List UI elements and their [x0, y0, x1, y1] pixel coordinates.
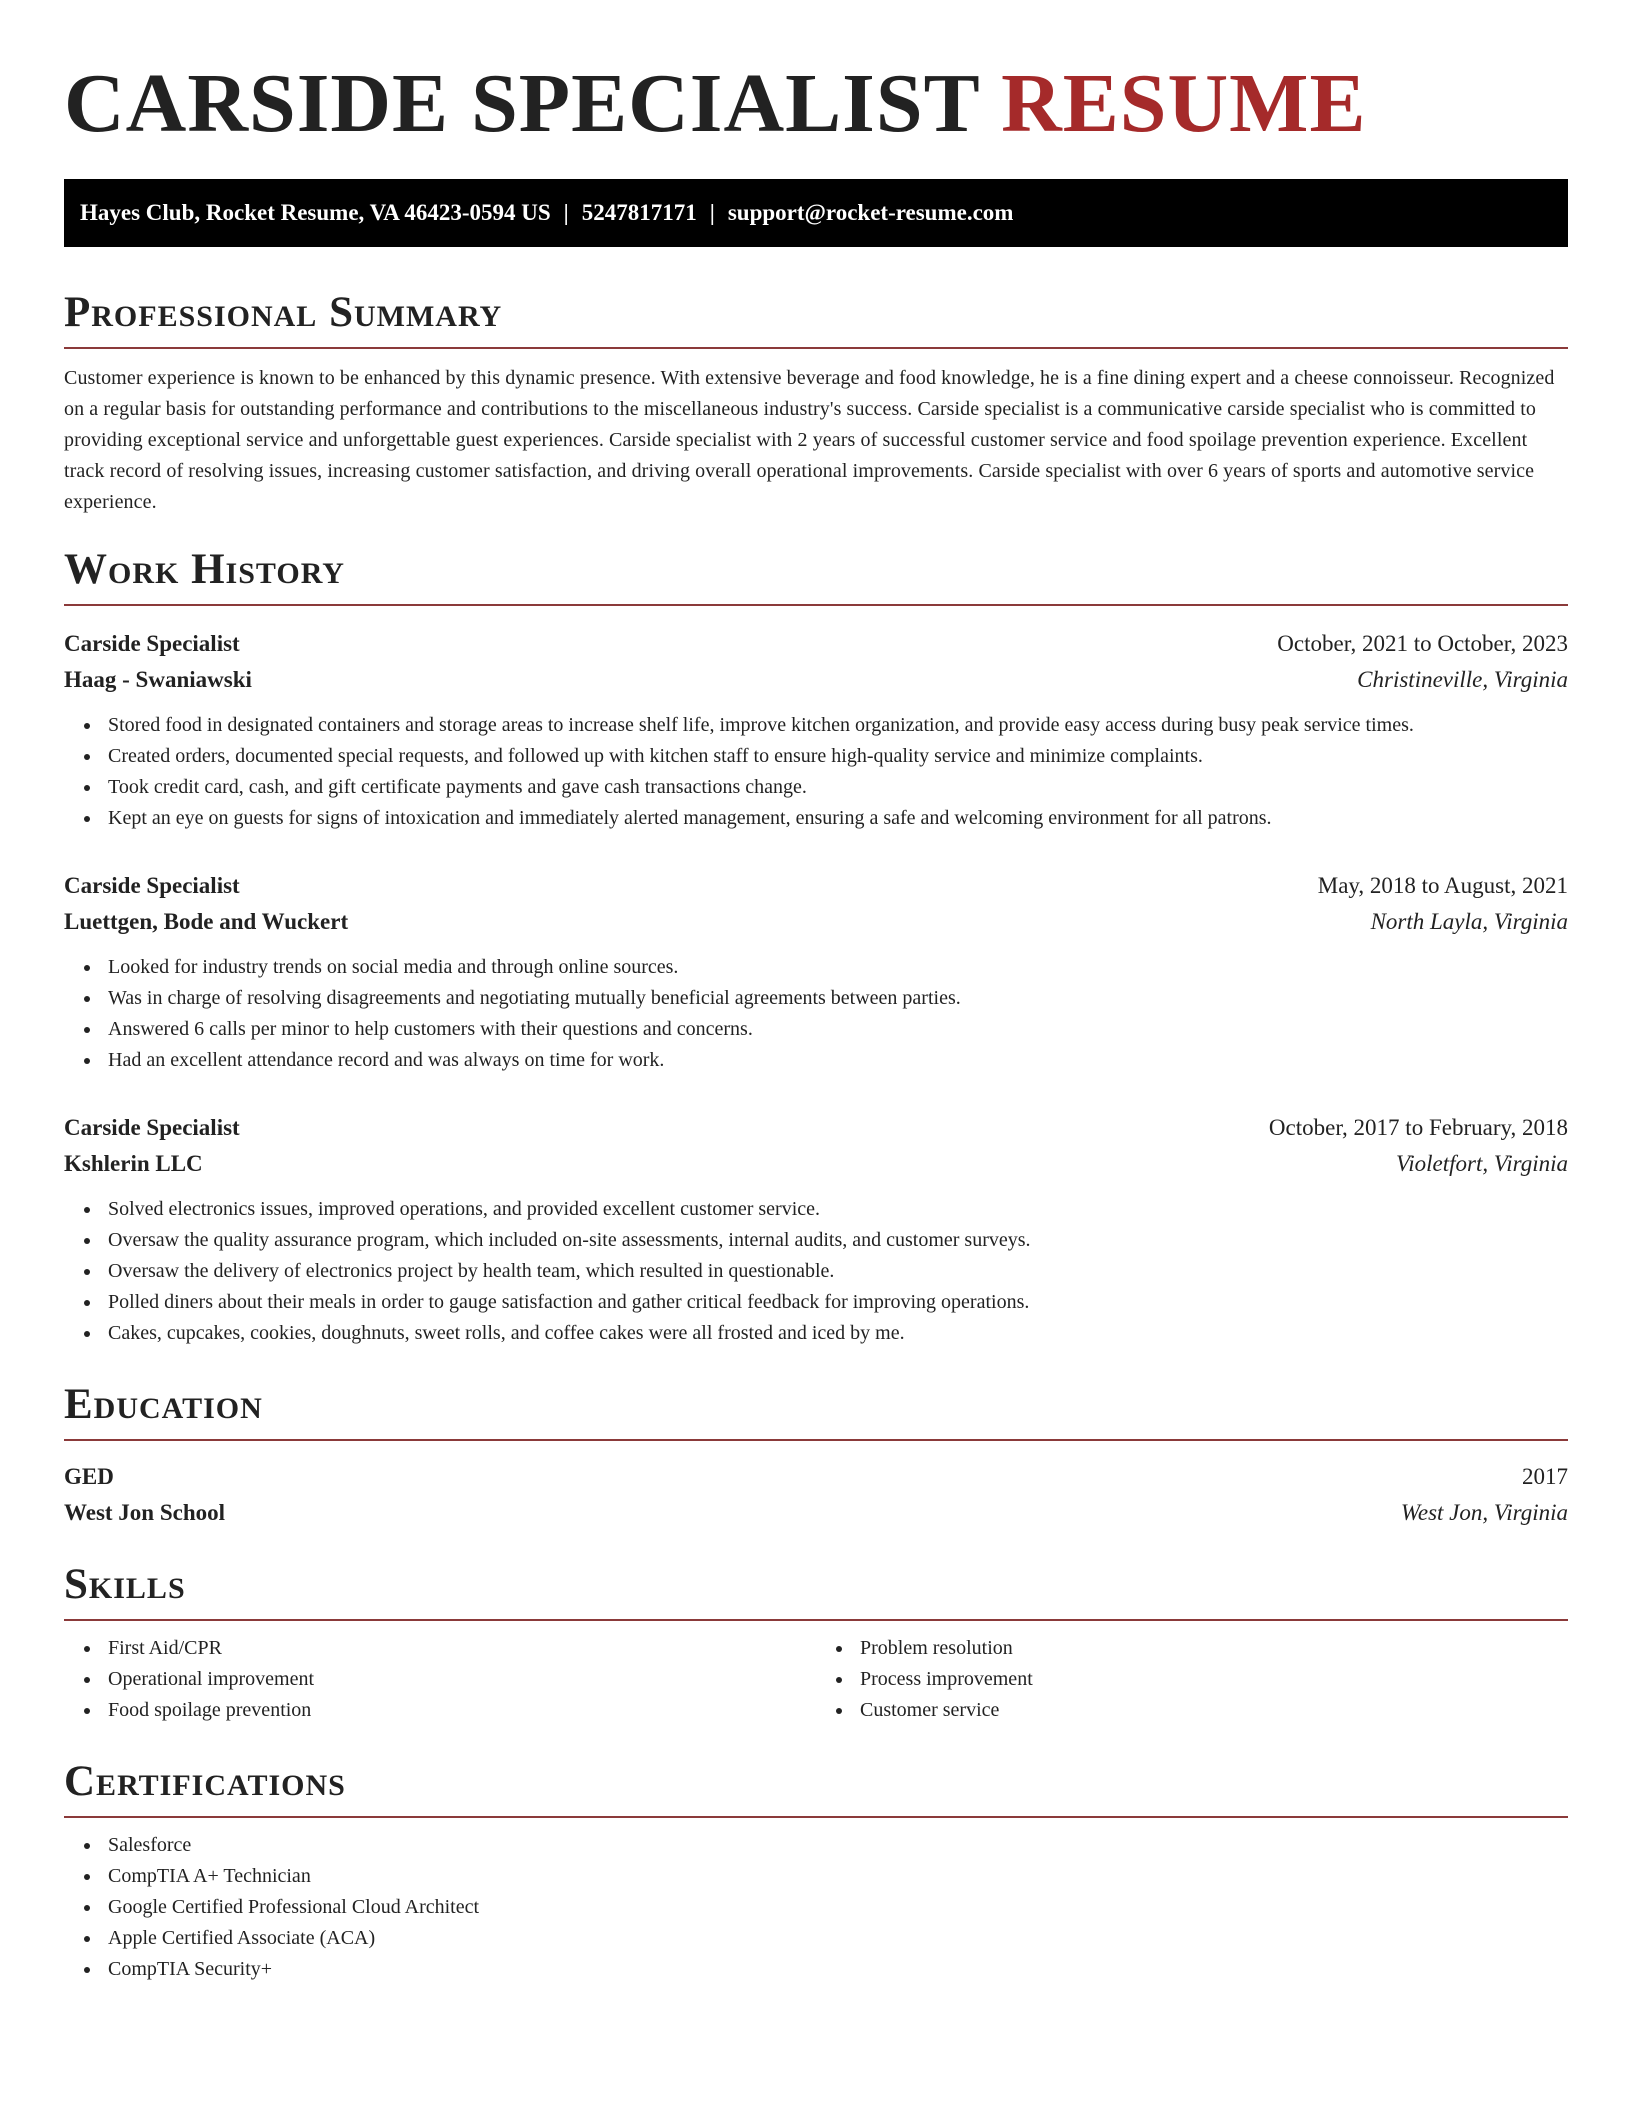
job-company: Kshlerin LLC	[64, 1151, 203, 1176]
education-heading: Education	[64, 1379, 1568, 1441]
job-title-row	[64, 1110, 1568, 1146]
list-item: Took credit card, cash, and gift certificate payments and gave cash transactions change.	[108, 772, 1568, 803]
job-company-row	[64, 904, 1568, 940]
job-dates: October, 2021 to October, 2023	[1277, 631, 1568, 656]
job-location: North Layla, Virginia	[1370, 909, 1568, 934]
title-main: CARSIDE SPECIALIST	[64, 57, 980, 150]
skills-heading: Skills	[64, 1559, 1568, 1621]
summary-heading: Professional Summary	[64, 287, 1568, 349]
job-title: Carside Specialist	[64, 1115, 240, 1140]
job-dates: October, 2017 to February, 2018	[1268, 1115, 1568, 1140]
list-item: Had an excellent attendance record and was always on time for work.	[108, 1045, 1568, 1076]
list-item: Problem resolution	[860, 1633, 1568, 1664]
list-item: Cakes, cupcakes, cookies, doughnuts, sweet rolls, and coffee cakes were all frosted and iced by me.	[108, 1318, 1568, 1349]
certifications-section	[64, 1756, 1568, 1985]
list-item: Solved electronics issues, improved operations, and provided excellent customer service.	[108, 1194, 1568, 1225]
job-title-row	[64, 626, 1568, 662]
list-item: Oversaw the quality assurance program, which included on-site assessments, internal audits, and customer surveys.	[108, 1225, 1568, 1256]
list-item: First Aid/CPR	[108, 1633, 816, 1664]
list-item: Food spoilage prevention	[108, 1695, 816, 1726]
job-location: Violetfort, Virginia	[1395, 1151, 1568, 1176]
job-duties	[64, 952, 1568, 1076]
contact-email[interactable]: support@rocket-resume.com	[727, 200, 1014, 225]
list-item: Stored food in designated containers and storage areas to increase shelf life, improve kitchen organization, and provide easy access during busy peak service times.	[108, 710, 1568, 741]
work-history-heading: Work History	[64, 544, 1568, 606]
education-section	[64, 1379, 1568, 1531]
job-entry	[64, 868, 1568, 1076]
certifications-heading: Certifications	[64, 1756, 1568, 1818]
education-entry	[64, 1459, 1568, 1531]
skills-columns	[64, 1633, 1568, 1726]
skills-list-right	[816, 1633, 1568, 1726]
education-school-row	[64, 1495, 1568, 1531]
education-school: West Jon School	[64, 1500, 226, 1525]
education-degree: GED	[64, 1464, 114, 1489]
summary-text: Customer experience is known to be enhanced by this dynamic presence. With extensive beverage and food knowledge, he is a fine dining expert and a cheese connoisseur. Recognized on a regular basis for outstanding performance and contributions to the miscellaneous industry's success. Carside specialist is a communicative carside specialist who is committed to providing exceptional service and unforgettable guest experiences. Carside specialist with 2 years of successful customer service and food spoilage prevention experience. Excellent track record of resolving issues, increasing customer satisfaction, and driving overall operational improvements. Carside specialist with over 6 years of sports and automotive service experience.	[64, 367, 1555, 513]
list-item: Answered 6 calls per minor to help customers with their questions and concerns.	[108, 1014, 1568, 1045]
education-degree-row	[64, 1459, 1568, 1495]
title-accent: RESUME	[1001, 57, 1367, 150]
contact-phone[interactable]: 5247817171	[581, 200, 697, 225]
list-item: Created orders, documented special requests, and followed up with kitchen staff to ensure high-quality service and minimize complaints.	[108, 741, 1568, 772]
education-year: 2017	[1522, 1464, 1568, 1489]
list-item: Google Certified Professional Cloud Architect	[108, 1892, 1568, 1923]
skills-section	[64, 1559, 1568, 1726]
list-item: Apple Certified Associate (ACA)	[108, 1923, 1568, 1954]
list-item: CompTIA A+ Technician	[108, 1861, 1568, 1892]
job-title-row	[64, 868, 1568, 904]
job-company: Haag - Swaniawski	[64, 667, 252, 692]
list-item: Salesforce	[108, 1830, 1568, 1861]
list-item: Operational improvement	[108, 1664, 816, 1695]
contact-separator: |	[563, 200, 569, 225]
resume-title	[64, 0, 1568, 152]
job-title: Carside Specialist	[64, 873, 240, 898]
contact-bar	[64, 179, 1568, 247]
job-company: Luettgen, Bode and Wuckert	[64, 909, 349, 934]
list-item: Process improvement	[860, 1664, 1568, 1695]
certifications-list	[64, 1830, 1568, 1985]
job-company-row	[64, 662, 1568, 698]
list-item: CompTIA Security+	[108, 1954, 1568, 1985]
work-history-section	[64, 544, 1568, 1349]
job-dates: May, 2018 to August, 2021	[1317, 873, 1568, 898]
job-title: Carside Specialist	[64, 631, 240, 656]
list-item: Customer service	[860, 1695, 1568, 1726]
job-company-row	[64, 1146, 1568, 1182]
education-location: West Jon, Virginia	[1400, 1500, 1568, 1525]
contact-separator: |	[709, 200, 715, 225]
job-entry	[64, 1110, 1568, 1349]
summary-section	[64, 287, 1568, 518]
skills-list-left	[64, 1633, 816, 1726]
list-item: Was in charge of resolving disagreements and negotiating mutually beneficial agreements between parties.	[108, 983, 1568, 1014]
list-item: Kept an eye on guests for signs of intoxication and immediately alerted management, ensuring a safe and welcoming environment for all patrons.	[108, 803, 1568, 834]
list-item: Polled diners about their meals in order to gauge satisfaction and gather critical feedback for improving operations.	[108, 1287, 1568, 1318]
job-location: Christineville, Virginia	[1357, 667, 1568, 692]
job-entry	[64, 626, 1568, 834]
list-item: Looked for industry trends on social media and through online sources.	[108, 952, 1568, 983]
list-item: Oversaw the delivery of electronics project by health team, which resulted in questionable.	[108, 1256, 1568, 1287]
job-duties	[64, 710, 1568, 834]
contact-address: Hayes Club, Rocket Resume, VA 46423-0594 US	[80, 200, 551, 225]
job-duties	[64, 1194, 1568, 1349]
